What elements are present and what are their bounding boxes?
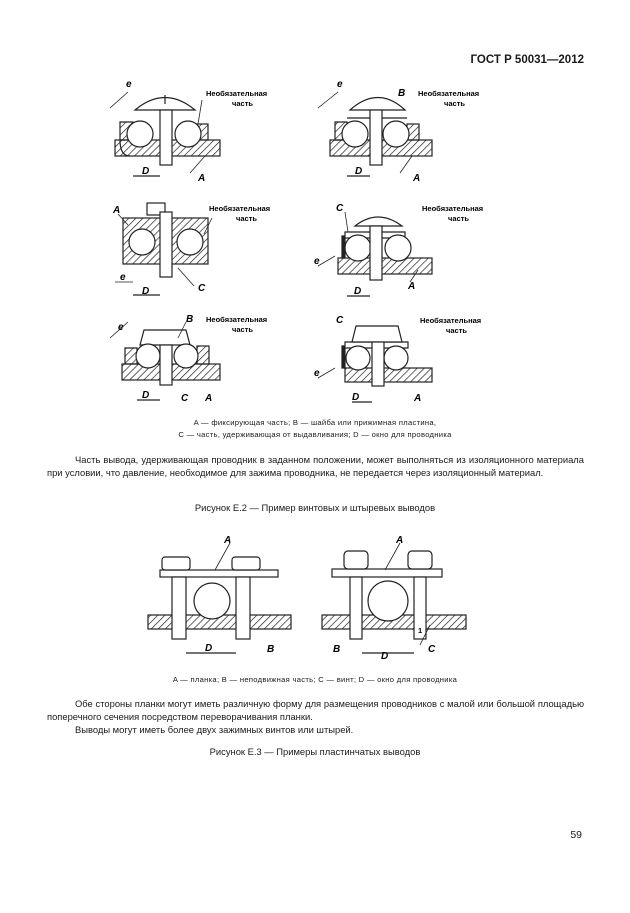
label-e: e xyxy=(118,322,124,333)
label-d: D xyxy=(142,166,150,177)
label-d: D xyxy=(352,392,360,403)
label-e: e xyxy=(120,272,126,283)
terminal-drawing-3 xyxy=(115,203,212,295)
plate-terminal-1 xyxy=(148,543,291,653)
label-c: C xyxy=(198,283,206,294)
label-c: C xyxy=(336,203,344,214)
figure-e2-drawings xyxy=(0,0,630,415)
label-d: D xyxy=(142,390,150,401)
label-d: D xyxy=(142,286,150,297)
paragraph-2 xyxy=(47,697,584,736)
optional-part-label: часть xyxy=(236,214,257,223)
label-a: A xyxy=(205,393,213,404)
optional-part-label: Необязательная xyxy=(418,89,480,98)
figure-e2-legend-line-1: A — фиксирующая часть; B — шайба или прижимная пластина, xyxy=(193,418,437,427)
page-number: 59 xyxy=(570,829,582,841)
optional-part-label: Необязательная xyxy=(206,315,268,324)
label-c: C xyxy=(336,315,344,326)
label-e: e xyxy=(314,256,320,267)
optional-part-label: Необязательная xyxy=(209,204,271,213)
optional-part-label: часть xyxy=(232,325,253,334)
figure-e2-legend-line-2: C — часть, удерживающая от выдавливания; D — окно для проводника xyxy=(178,430,452,439)
optional-part-label: Необязательная xyxy=(206,89,268,98)
label-a: A xyxy=(224,535,232,546)
label-b: B xyxy=(333,644,341,655)
optional-part-label: часть xyxy=(232,99,253,108)
figure-e3-caption: Рисунок E.3 — Примеры пластинчатых выводов xyxy=(209,746,421,757)
label-a: A xyxy=(413,173,421,184)
label-d: D xyxy=(381,651,389,662)
label-d: D xyxy=(355,166,363,177)
label-1: 1 xyxy=(418,626,423,635)
label-b: B xyxy=(186,314,194,325)
label-e: e xyxy=(337,79,343,90)
optional-part-label: часть xyxy=(444,99,465,108)
optional-part-label: Необязательная xyxy=(422,204,484,213)
optional-part-label: часть xyxy=(448,214,469,223)
label-b: B xyxy=(267,644,275,655)
paragraph-1 xyxy=(47,453,584,479)
label-a: A xyxy=(198,173,206,184)
label-c: C xyxy=(428,644,436,655)
plate-terminal-2 xyxy=(322,543,466,653)
terminal-drawing-6 xyxy=(318,326,432,402)
optional-part-label: часть xyxy=(446,326,467,335)
paragraph-2-text: Обе стороны планки могут иметь различную форму для размещения проводников с малой или большой площадью поперечного сечения посредством переворачивания планки. xyxy=(47,698,584,722)
label-d: D xyxy=(205,643,213,654)
label-d: D xyxy=(354,286,362,297)
label-e: e xyxy=(126,79,132,90)
label-b: B xyxy=(398,88,406,99)
terminal-drawing-1 xyxy=(110,92,220,176)
figure-e3-legend: A — планка; B — неподвижная часть; C — винт; D — окно для проводника xyxy=(172,675,458,684)
figure-e2-caption: Рисунок E.2 — Пример винтовых и штыревых выводов xyxy=(194,502,436,513)
figure-e3-drawings xyxy=(0,525,630,675)
label-a: A xyxy=(414,393,422,404)
label-c: C xyxy=(181,393,189,404)
optional-part-label: Необязательная xyxy=(420,316,482,325)
terminal-drawing-5 xyxy=(110,322,220,400)
paragraph-1-text: Часть вывода, удерживающая проводник в заданном положении, может выполняться из изоляционного материала при условии, что давление, необходимое для зажима проводника, не передается через изоляционный материал. xyxy=(47,454,584,478)
terminal-drawing-2 xyxy=(318,92,432,176)
label-a: A xyxy=(408,281,416,292)
standard-header: ГОСТ Р 50031—2012 xyxy=(470,54,584,66)
label-a: A xyxy=(396,535,404,546)
label-a: A xyxy=(113,205,121,216)
label-e: e xyxy=(314,368,320,379)
paragraph-3-text: Выводы могут иметь более двух зажимных винтов или штырей. xyxy=(75,724,354,735)
